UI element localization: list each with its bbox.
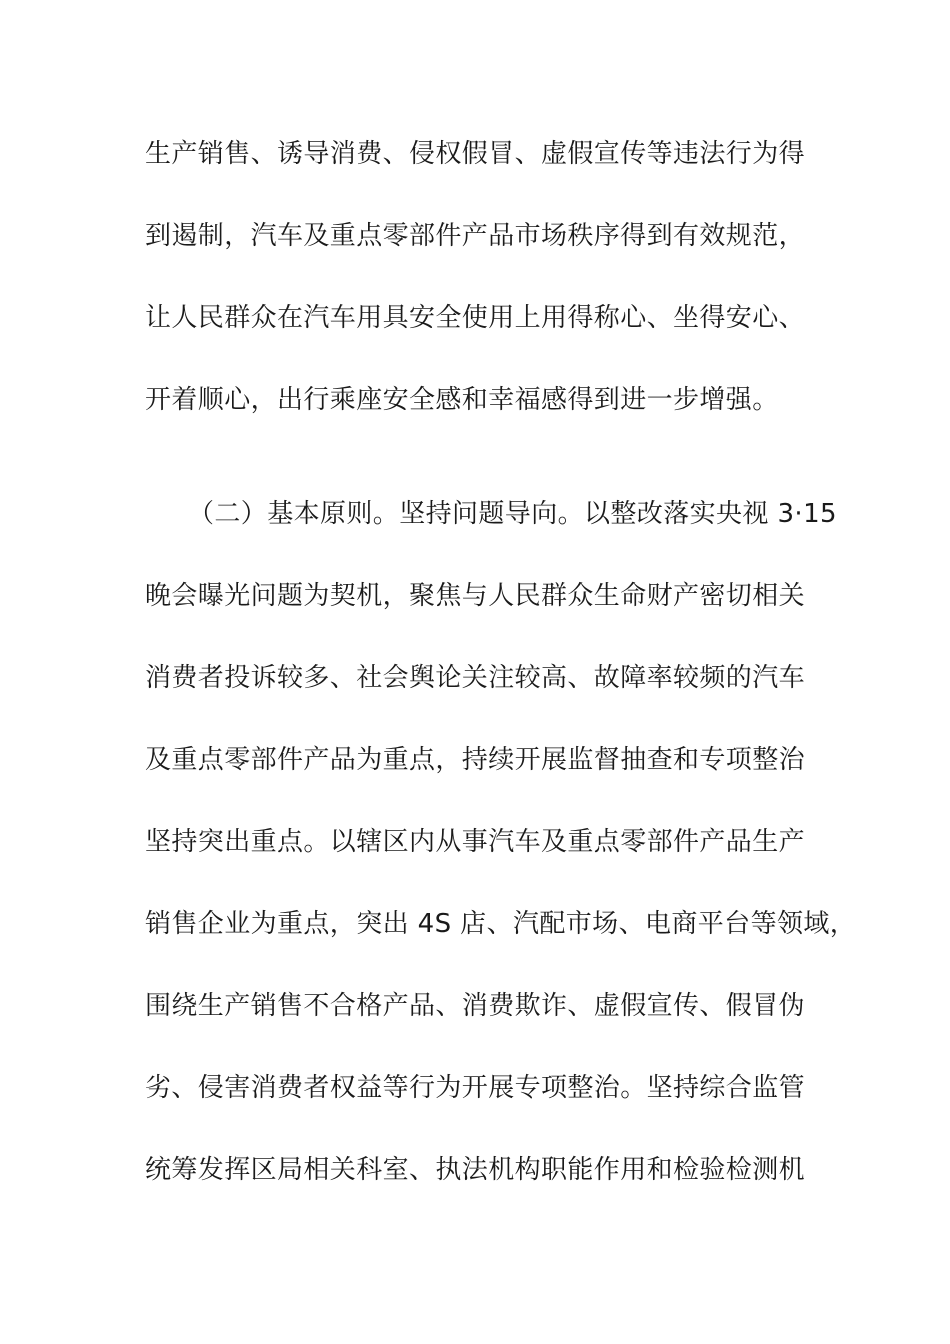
paragraph-1-line-2: 到遏制，汽车及重点零部件产品市场秩序得到有效规范， <box>145 221 806 251</box>
paragraph-2-line-1: （二）基本原则。坚持问题导向。以整改落实央视 3·15 <box>188 499 837 529</box>
paragraph-2-line-2: 晚会曝光问题为契机，聚焦与人民群众生命财产密切相关 <box>145 581 806 611</box>
paragraph-1-line-3: 让人民群众在汽车用具安全使用上用得称心、坐得安心、 <box>145 303 806 333</box>
paragraph-1-line-4: 开着顺心，出行乘座安全感和幸福感得到进一步增强。 <box>145 385 779 415</box>
paragraph-2-line-7: 围绕生产销售不合格产品、消费欺诈、虚假宣传、假冒伪 <box>145 991 806 1021</box>
paragraph-2-line-9: 统筹发挥区局相关科室、执法机构职能作用和检验检测机 <box>145 1155 806 1185</box>
paragraph-2-line-6: 销售企业为重点，突出 4S 店、汽配市场、电商平台等领域， <box>145 909 857 939</box>
paragraph-2-line-5: 坚持突出重点。以辖区内从事汽车及重点零部件产品生产 <box>145 827 806 857</box>
paragraph-1-line-1: 生产销售、诱导消费、侵权假冒、虚假宣传等违法行为得 <box>145 139 806 169</box>
paragraph-2-line-3: 消费者投诉较多、社会舆论关注较高、故障率较频的汽车 <box>145 663 806 693</box>
paragraph-2-line-4: 及重点零部件产品为重点，持续开展监督抽查和专项整治 <box>145 745 806 775</box>
paragraph-2-line-8: 劣、侵害消费者权益等行为开展专项整治。坚持综合监管 <box>145 1073 806 1103</box>
